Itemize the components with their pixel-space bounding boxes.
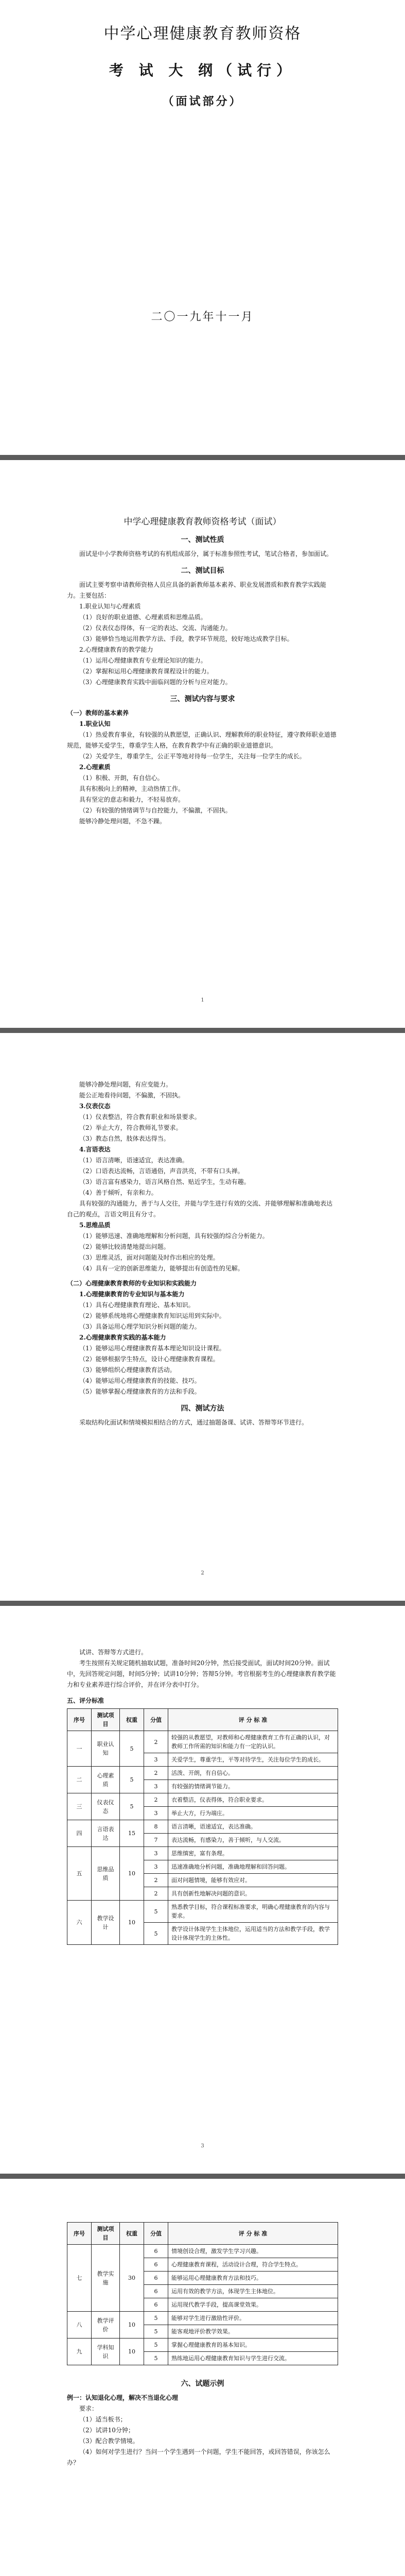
table-cell-weight: 5 [120, 1793, 144, 1820]
section-3-item: （4）善于倾听，有亲和力。 [79, 1189, 157, 1196]
page-3-content [67, 1079, 338, 1428]
section-3-item: （3）能够组织心理健康教育活动。 [79, 1366, 176, 1374]
table-cell-desc: 较强的从教愿望，对教师和心理健康教育工作有正确的认识，对教师工作所需的知识和能力有一定的认识。 [168, 1731, 338, 1753]
table-row [67, 1901, 338, 1923]
table-header: 评 分 标 准 [168, 1709, 338, 1731]
section-3-item: （2）举止大方，符合教师礼节要求。 [79, 1124, 182, 1131]
table-cell-desc: 运用有效的教学方法，体现学生主体地位。 [168, 2285, 338, 2298]
section-3-item: （2）能够根据学生特点，设计心理健康教育课程。 [79, 1355, 219, 1363]
table-cell-no: 七 [67, 2245, 92, 2312]
table-cell-desc: 面对问题情境，能够有效应对。 [168, 1874, 338, 1887]
table-cell-desc: 能够对学生进行激励性评价。 [168, 2312, 338, 2325]
table-cell-desc: 情境创设合理，激发学生学习兴趣。 [168, 2245, 338, 2258]
table-cell-score: 6 [144, 2298, 168, 2312]
table-cell-score: 6 [144, 2245, 168, 2258]
doc-title: 中学心理健康教育教师资格考试（面试） [124, 517, 281, 527]
table-cell-no: 四 [67, 1820, 92, 1847]
table-row [67, 2245, 338, 2258]
table-cell-item: 心理素质 [92, 1767, 120, 1793]
table-cell-desc: 语言清晰，语速适宜，表达准确。 [168, 1820, 338, 1834]
table-cell-score: 3 [144, 1847, 168, 1860]
section-3-item: 4.言语表达 [79, 1146, 111, 1153]
table-cell-desc: 衣着整洁，仪表得体，符合职业要求。 [168, 1793, 338, 1807]
section-3-item: （2）能够系统地将心理健康教育知识运用到实际中。 [79, 1312, 225, 1319]
section-3-item: （1）热爱教育事业，有较强的从教愿望，正确认识、理解教师的职业特征，遵守教师职业道德规范，能够关爱学生，尊重学生人格，在教育教学中有正确的职业道德意识。 [67, 731, 337, 749]
table-row [67, 2338, 338, 2352]
table-cell-desc: 能客观地评价教学效果。 [168, 2325, 338, 2338]
table-cell-desc: 具有创新性地解决问题的意识。 [168, 1887, 338, 1901]
table-cell-no: 八 [67, 2312, 92, 2338]
table-cell-score: 2 [144, 1874, 168, 1887]
table-cell-score: 5 [144, 2312, 168, 2325]
table-cell-weight: 30 [120, 2245, 144, 2312]
table-cell-item: 教学评价 [92, 2312, 120, 2338]
table-cell-score: 5 [144, 2325, 168, 2338]
section-3-item: （1）能够迅速、准确地理解和分析问题，具有较强的综合分析能力。 [79, 1232, 269, 1240]
table-cell-weight: 10 [120, 2338, 144, 2365]
table-cell-score: 6 [144, 2272, 168, 2285]
table-cell-item: 学科知识 [92, 2338, 120, 2365]
section-3-heading: 三、测试内容与要求 [170, 695, 235, 703]
table-cell-no: 六 [67, 1901, 92, 1945]
table-row [67, 1820, 338, 1834]
page-4 [0, 1606, 405, 2174]
section-2-item: （2）掌握和运用心理健康教育课程设计的能力。 [79, 668, 213, 675]
section-3-item: （5）能够掌握心理健康教育的方法和手段。 [79, 1388, 201, 1395]
table-cell-weight: 10 [120, 1901, 144, 1945]
page-5-content [67, 2220, 338, 2468]
section-3-part-2: （二）心理健康教育教师的专业知识和实践能力 [67, 1280, 197, 1287]
table-header: 评 分 标 准 [168, 2223, 338, 2245]
table-cell-score: 6 [144, 2258, 168, 2272]
table-cell-desc: 熟练地运用心理健康教育知识与学生进行交流。 [168, 2352, 338, 2365]
section-3-item: （1）仪表整洁，符合教育职业和场景要求。 [79, 1113, 201, 1121]
section-3-item: （2）关爱学生，尊重学生，公正平等地对待每一位学生，关注每一位学生的成长。 [79, 753, 306, 760]
section-3-item: 2.心理素质 [79, 764, 111, 771]
section-3-item: 能够冷静处理问题，不急不躁。 [79, 818, 166, 825]
example-title: 例一：认知退化心理，解决不当退化心理 [67, 2394, 179, 2401]
table-header: 权重 [120, 2223, 144, 2245]
table-cell-no: 九 [67, 2338, 92, 2365]
section-3-item: （3）教态自然，肢体表达得当。 [79, 1135, 170, 1142]
table-cell-item: 仪表仪态 [92, 1793, 120, 1820]
table-header: 权重 [120, 1709, 144, 1731]
cover-subtitle: 考 试 大 纲（试行） [109, 62, 296, 79]
section-4-heading: 四、测试方法 [181, 1404, 224, 1413]
example-item: （2）试讲10分钟； [79, 2427, 134, 2434]
table-cell-score: 2 [144, 1767, 168, 1780]
section-3-item: 具有较强的沟通能力，善于与人交往，并能与学生进行有效的交流、并能够理解和准确地表达自己的观点，言语文明且有分寸。 [67, 1200, 333, 1218]
table-cell-score: 2 [144, 1887, 168, 1901]
section-2-item: 2.心理健康教育的教学能力 [79, 646, 153, 653]
table-cell-score: 2 [144, 1731, 168, 1753]
page-4-content [67, 1647, 338, 1945]
example-item: （3）配合教学情境。 [79, 2437, 139, 2445]
table-cell-weight: 5 [120, 1731, 144, 1767]
section-2-intro: 面试主要考察申请教师资格人员应具备的新教师基本素养、职业发展潜质和教育教学实践能力。主要包括： [67, 581, 327, 599]
table-cell-score: 5 [144, 2352, 168, 2365]
table-row [67, 1731, 338, 1753]
table-cell-score: 3 [144, 1807, 168, 1820]
table-cell-desc: 思维缜密，富有条理。 [168, 1847, 338, 1860]
section-2-item: （1）良好的职业道德、心理素质和思维品质。 [79, 614, 207, 621]
table-cell-score: 6 [144, 2285, 168, 2298]
table-row [67, 1847, 338, 1860]
table-cell-item: 教学实施 [92, 2245, 120, 2312]
section-3-item: （2）能够比较清楚地提出问题。 [79, 1243, 170, 1250]
section-2-item: （1）运用心理健康教育专业理论知识的能力。 [79, 657, 207, 664]
section-2-item: 1.职业认知与心理素质 [79, 603, 141, 610]
page-number: 1 [201, 997, 204, 1003]
section-3-part-1: （一）教师的基本素养 [67, 709, 129, 717]
page-3 [0, 1033, 405, 1601]
section-3-item: 2.心理健康教育实践的基本能力 [79, 1334, 166, 1341]
section-3-item: （1）语言清晰，语速适宜，表达准确。 [79, 1157, 188, 1164]
score-table-body [67, 1731, 338, 1945]
cover-date: 二〇一九年十一月 [151, 311, 254, 324]
section-3-item: （1）能够运用心理健康教育基本理论知识设计课程。 [79, 1345, 225, 1352]
score-table-continued [67, 2222, 338, 2365]
table-cell-score: 5 [144, 1923, 168, 1945]
table-cell-score: 3 [144, 1780, 168, 1793]
table-header-row [67, 1709, 338, 1731]
table-cell-no: 三 [67, 1793, 92, 1820]
section-4-text: 采取结构化面试和情境模拟相结合的方式，通过抽题备课、试讲、答辩等环节进行。 [79, 1419, 308, 1426]
section-3-item: （4）具有一定的创新思维能力，能够提出有创造性的见解。 [79, 1265, 244, 1272]
table-cell-desc: 关爱学生，尊重学生，平等对待学生，关注每位学生的成长。 [168, 1753, 338, 1767]
table-cell-item: 教学设计 [92, 1901, 120, 1945]
page-number: 3 [201, 2143, 204, 2149]
section-3-item: （1）积极、开朗，有自信心。 [79, 774, 164, 782]
example-item: （4）如何对学生进行？当问一个学生遇到一个问题，学生不能回答，或回答错误，你该怎么办？ [67, 2448, 330, 2466]
table-cell-item: 思维品质 [92, 1847, 120, 1901]
table-cell-item: 言语表达 [92, 1820, 120, 1847]
table-cell-score: 5 [144, 2338, 168, 2352]
table-cell-no: 一 [67, 1731, 92, 1767]
cover-part: （面试部分） [162, 95, 243, 108]
table-cell-score: 8 [144, 1820, 168, 1834]
table-header: 分值 [144, 1709, 168, 1731]
score-table [67, 1708, 338, 1945]
section-1-text: 面试是中小学教师资格考试的有机组成部分，属于标准参照性考试，笔试合格者，参加面试。 [79, 550, 333, 557]
table-cell-desc: 能够运用心理健康教育方法和技巧。 [168, 2272, 338, 2285]
table-cell-desc: 教学设计体现学生主体地位，运用适当的方法和教学手段，教学设计体现学生的主体性。 [168, 1923, 338, 1945]
table-cell-desc: 活泼、开朗，有自信心。 [168, 1767, 338, 1780]
cover-title: 中学心理健康教育教师资格 [103, 25, 302, 43]
table-cell-weight: 10 [120, 2312, 144, 2338]
section-3-item: （2）口语表达流畅，言语通俗，声音洪亮，不带有口头禅。 [79, 1167, 244, 1175]
section-3-item: 5.思维品质 [79, 1222, 111, 1229]
section-6-heading: 六、试题示例 [181, 2380, 224, 2388]
page-number: 2 [201, 1570, 204, 1576]
table-header: 序号 [67, 2223, 92, 2245]
table-cell-weight: 15 [120, 1820, 144, 1847]
table-cell-no: 五 [67, 1847, 92, 1901]
cover-page [0, 0, 405, 455]
page-5 [0, 2179, 405, 2576]
page-2 [0, 460, 405, 1028]
table-cell-score: 3 [144, 1860, 168, 1874]
table-header: 测试项目 [92, 1709, 120, 1731]
table-cell-no: 二 [67, 1767, 92, 1793]
score-table-body [67, 2245, 338, 2365]
section-3-item: （1）具有心理健康教育理论、基本知识。 [79, 1301, 195, 1309]
section-2-heading: 二、测试目标 [181, 567, 224, 575]
section-2-item: （2）仪表仪态得体，有一定的表达、交流、沟通能力。 [79, 624, 232, 632]
section-3-item: （3）思维灵活，面对问题能及时作出相应的处理。 [79, 1254, 219, 1261]
example-item: （1）适当板书； [79, 2416, 127, 2423]
table-cell-desc: 熟悉教学目标，符合课程标准要求，明确心理健康教育的内容与要求。 [168, 1901, 338, 1923]
section-3-item: 能够冷静处理问题，有应变能力。 [79, 1081, 172, 1088]
table-cell-weight: 5 [120, 1767, 144, 1793]
table-row [67, 1767, 338, 1780]
table-cell-weight: 10 [120, 1847, 144, 1901]
section-3-item: （4）能够运用心理健康教育的技能、技巧。 [79, 1377, 201, 1384]
table-cell-desc: 运用现代教学手段，提高课堂效果。 [168, 2298, 338, 2312]
section-3-item: 1.心理健康教育的专业知识与基本能力 [79, 1291, 185, 1298]
table-row [67, 2312, 338, 2325]
section-3-item: （2）有较强的情绪调节与自控能力，不偏激，不固执。 [79, 807, 232, 814]
example-item: 要求： [79, 2405, 98, 2412]
table-cell-desc: 有较强的情绪调节能力。 [168, 1780, 338, 1793]
section-2-item: （3）心理健康教育实践中面临问题的分析与应对能力。 [79, 679, 232, 686]
section-3-item: 具有积极向上的精神，主动热情工作。 [79, 785, 185, 792]
table-header-row [67, 2223, 338, 2245]
section-3-item: （3）语言富有感染力，语言风格自然、贴近学生，生动有趣。 [79, 1178, 250, 1185]
table-header: 测试项目 [92, 2223, 120, 2245]
table-header: 序号 [67, 1709, 92, 1731]
table-cell-score: 5 [144, 1901, 168, 1923]
table-cell-desc: 心理健康教育课程，活动设计合理，符合学生特点。 [168, 2258, 338, 2272]
section-3-item: 具有坚定的意志和毅力，不轻易放弃。 [79, 796, 185, 803]
table-cell-desc: 掌握心理健康教育的基本知识。 [168, 2338, 338, 2352]
table-cell-desc: 迅速准确地分析问题，准确地理解和回答问题。 [168, 1860, 338, 1874]
table-row [67, 1793, 338, 1807]
table-cell-score: 3 [144, 1753, 168, 1767]
section-1-heading: 一、测试性质 [181, 536, 224, 544]
table-cell-score: 2 [144, 1793, 168, 1807]
score-table-title: 五、评分标准 [67, 1697, 104, 1704]
table-cell-desc: 举止大方，行为端庄。 [168, 1807, 338, 1820]
table-cell-score: 7 [144, 1834, 168, 1847]
exam-procedure-text: 考生按照有关规定随机抽取试题，准备时间20分钟，然后接受面试，面试时间20分钟。面试中，先回答规定问题，时间5分钟；试讲10分钟；答辩5分钟。考官根据考生的心理健康教育教学能力和专业素养进行综合评价，并在评分表中打分。 [67, 1659, 336, 1688]
section-3-item: （3）具备运用心理学知识分析问题的能力。 [79, 1323, 201, 1330]
section-3-item: 1.职业认知 [79, 720, 111, 727]
section-3-item: 能公正地看待问题，不偏激，不固执。 [79, 1092, 185, 1099]
table-cell-item: 职业认知 [92, 1731, 120, 1767]
section-3-item: 3.仪表仪态 [79, 1103, 111, 1110]
section-2-item: （3）能够恰当地运用教学方法、手段，教学环节规范，较好地达成教学目标。 [79, 635, 293, 642]
page-2-content [67, 517, 338, 827]
table-cell-desc: 表达流畅，有感染力，善于倾听，与人交流。 [168, 1834, 338, 1847]
section-4-continued: 试讲、答辩等方式进行。 [79, 1649, 148, 1656]
table-header: 分值 [144, 2223, 168, 2245]
